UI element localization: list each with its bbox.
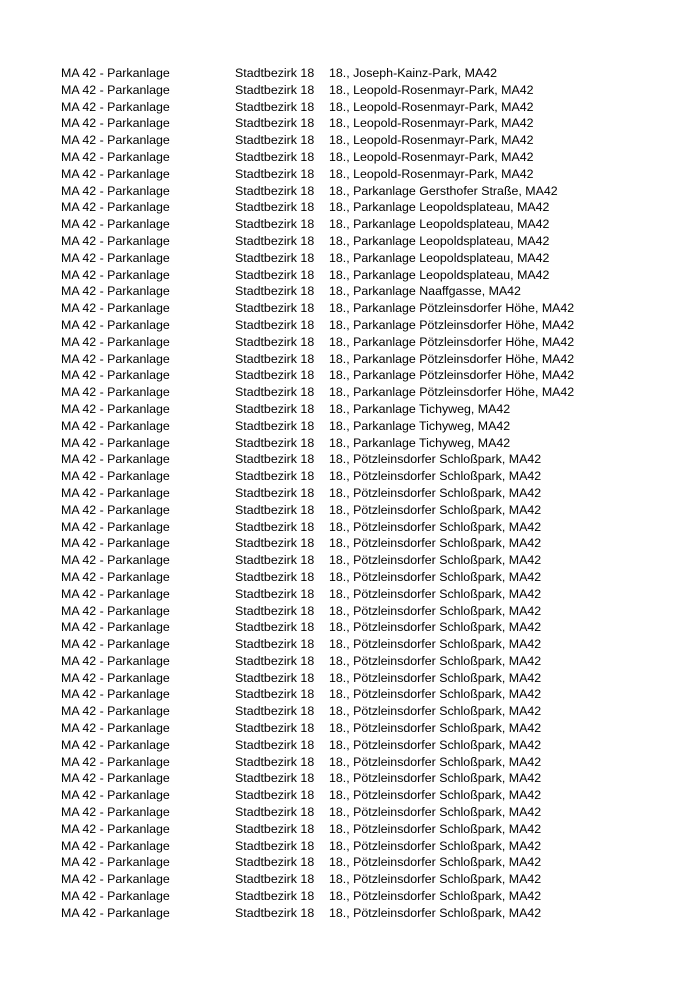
district-cell: Stadtbezirk 18 (235, 637, 315, 652)
department-cell: MA 42 - Parkanlage (61, 838, 170, 853)
department-cell: MA 42 - Parkanlage (61, 771, 170, 786)
department-cell: MA 42 - Parkanlage (61, 905, 170, 920)
district-cell: Stadtbezirk 18 (235, 670, 315, 685)
department-cell: MA 42 - Parkanlage (61, 401, 170, 416)
location-cell: 18., Pötzleinsdorfer Schloßpark, MA42 (329, 737, 542, 752)
district-cell: Stadtbezirk 18 (235, 452, 315, 467)
district-cell: Stadtbezirk 18 (235, 99, 315, 114)
location-cell: 18., Pötzleinsdorfer Schloßpark, MA42 (329, 754, 542, 769)
location-cell: 18., Parkanlage Tichyweg, MA42 (329, 401, 511, 416)
location-cell: 18., Pötzleinsdorfer Schloßpark, MA42 (329, 821, 542, 836)
district-cell: Stadtbezirk 18 (235, 620, 315, 635)
department-cell: MA 42 - Parkanlage (61, 317, 170, 332)
district-cell: Stadtbezirk 18 (235, 721, 315, 736)
department-cell: MA 42 - Parkanlage (61, 469, 170, 484)
department-cell: MA 42 - Parkanlage (61, 536, 170, 551)
district-cell: Stadtbezirk 18 (235, 233, 315, 248)
district-cell: Stadtbezirk 18 (235, 788, 315, 803)
department-cell: MA 42 - Parkanlage (61, 233, 170, 248)
location-cell: 18., Pötzleinsdorfer Schloßpark, MA42 (329, 670, 542, 685)
department-cell: MA 42 - Parkanlage (61, 183, 170, 198)
district-cell: Stadtbezirk 18 (235, 200, 315, 215)
location-cell: 18., Pötzleinsdorfer Schloßpark, MA42 (329, 569, 542, 584)
location-cell: 18., Pötzleinsdorfer Schloßpark, MA42 (329, 620, 542, 635)
department-cell: MA 42 - Parkanlage (61, 586, 170, 601)
department-cell: MA 42 - Parkanlage (61, 754, 170, 769)
location-cell: 18., Parkanlage Tichyweg, MA42 (329, 435, 511, 450)
department-cell: MA 42 - Parkanlage (61, 737, 170, 752)
district-cell: Stadtbezirk 18 (235, 485, 315, 500)
department-cell: MA 42 - Parkanlage (61, 687, 170, 702)
department-cell: MA 42 - Parkanlage (61, 301, 170, 316)
location-cell: 18., Pötzleinsdorfer Schloßpark, MA42 (329, 905, 542, 920)
district-cell: Stadtbezirk 18 (235, 805, 315, 820)
department-cell: MA 42 - Parkanlage (61, 788, 170, 803)
location-cell: 18., Parkanlage Pötzleinsdorfer Höhe, MA42 (329, 317, 575, 332)
district-cell: Stadtbezirk 18 (235, 704, 315, 719)
district-cell: Stadtbezirk 18 (235, 653, 315, 668)
district-cell: Stadtbezirk 18 (235, 149, 315, 164)
department-cell: MA 42 - Parkanlage (61, 889, 170, 904)
district-cell: Stadtbezirk 18 (235, 469, 315, 484)
location-cell: 18., Parkanlage Gersthofer Straße, MA42 (329, 183, 558, 198)
location-cell: 18., Parkanlage Naaffgasse, MA42 (329, 284, 521, 299)
district-cell: Stadtbezirk 18 (235, 435, 315, 450)
department-cell: MA 42 - Parkanlage (61, 872, 170, 887)
location-cell: 18., Pötzleinsdorfer Schloßpark, MA42 (329, 603, 542, 618)
district-cell: Stadtbezirk 18 (235, 569, 315, 584)
department-cell: MA 42 - Parkanlage (61, 519, 170, 534)
location-cell: 18., Pötzleinsdorfer Schloßpark, MA42 (329, 586, 542, 601)
district-cell: Stadtbezirk 18 (235, 553, 315, 568)
location-cell: 18., Pötzleinsdorfer Schloßpark, MA42 (329, 855, 542, 870)
location-cell: 18., Parkanlage Leopoldsplateau, MA42 (329, 217, 550, 232)
department-cell: MA 42 - Parkanlage (61, 99, 170, 114)
location-cell: 18., Pötzleinsdorfer Schloßpark, MA42 (329, 872, 542, 887)
department-cell: MA 42 - Parkanlage (61, 855, 170, 870)
location-cell: 18., Pötzleinsdorfer Schloßpark, MA42 (329, 485, 542, 500)
district-cell: Stadtbezirk 18 (235, 133, 315, 148)
department-cell: MA 42 - Parkanlage (61, 149, 170, 164)
location-cell: 18., Pötzleinsdorfer Schloßpark, MA42 (329, 637, 542, 652)
district-cell: Stadtbezirk 18 (235, 66, 315, 80)
district-cell: Stadtbezirk 18 (235, 905, 315, 920)
location-cell: 18., Pötzleinsdorfer Schloßpark, MA42 (329, 553, 542, 568)
department-cell: MA 42 - Parkanlage (61, 721, 170, 736)
district-cell: Stadtbezirk 18 (235, 821, 315, 836)
department-cell: MA 42 - Parkanlage (61, 217, 170, 232)
district-cell: Stadtbezirk 18 (235, 250, 315, 265)
location-cell: 18., Leopold-Rosenmayr-Park, MA42 (329, 116, 534, 131)
district-cell: Stadtbezirk 18 (235, 872, 315, 887)
district-cell: Stadtbezirk 18 (235, 586, 315, 601)
district-cell: Stadtbezirk 18 (235, 301, 315, 316)
department-cell: MA 42 - Parkanlage (61, 805, 170, 820)
department-cell: MA 42 - Parkanlage (61, 284, 170, 299)
location-cell: 18., Pötzleinsdorfer Schloßpark, MA42 (329, 452, 542, 467)
location-cell: 18., Parkanlage Pötzleinsdorfer Höhe, MA42 (329, 351, 575, 366)
location-cell: 18., Parkanlage Leopoldsplateau, MA42 (329, 233, 550, 248)
department-cell: MA 42 - Parkanlage (61, 267, 170, 282)
district-cell: Stadtbezirk 18 (235, 385, 315, 400)
district-cell: Stadtbezirk 18 (235, 401, 315, 416)
department-cell: MA 42 - Parkanlage (61, 704, 170, 719)
location-cell: 18., Pötzleinsdorfer Schloßpark, MA42 (329, 502, 542, 517)
district-cell: Stadtbezirk 18 (235, 754, 315, 769)
location-cell: 18., Pötzleinsdorfer Schloßpark, MA42 (329, 687, 542, 702)
district-cell: Stadtbezirk 18 (235, 166, 315, 181)
location-cell: 18., Parkanlage Pötzleinsdorfer Höhe, MA42 (329, 368, 575, 383)
department-cell: MA 42 - Parkanlage (61, 670, 170, 685)
district-cell: Stadtbezirk 18 (235, 116, 315, 131)
location-cell: 18., Pötzleinsdorfer Schloßpark, MA42 (329, 536, 542, 551)
department-cell: MA 42 - Parkanlage (61, 418, 170, 433)
location-cell: 18., Leopold-Rosenmayr-Park, MA42 (329, 149, 534, 164)
location-cell: 18., Pötzleinsdorfer Schloßpark, MA42 (329, 805, 542, 820)
location-cell: 18., Parkanlage Pötzleinsdorfer Höhe, MA42 (329, 385, 575, 400)
department-cell: MA 42 - Parkanlage (61, 620, 170, 635)
department-cell: MA 42 - Parkanlage (61, 116, 170, 131)
district-cell: Stadtbezirk 18 (235, 217, 315, 232)
location-cell: 18., Pötzleinsdorfer Schloßpark, MA42 (329, 721, 542, 736)
location-cell: 18., Pötzleinsdorfer Schloßpark, MA42 (329, 771, 542, 786)
location-cell: 18., Parkanlage Leopoldsplateau, MA42 (329, 250, 550, 265)
district-cell: Stadtbezirk 18 (235, 334, 315, 349)
location-cell: 18., Leopold-Rosenmayr-Park, MA42 (329, 99, 534, 114)
district-cell: Stadtbezirk 18 (235, 855, 315, 870)
location-cell: 18., Pötzleinsdorfer Schloßpark, MA42 (329, 519, 542, 534)
district-cell: Stadtbezirk 18 (235, 82, 315, 97)
location-cell: 18., Pötzleinsdorfer Schloßpark, MA42 (329, 788, 542, 803)
department-cell: MA 42 - Parkanlage (61, 553, 170, 568)
department-cell: MA 42 - Parkanlage (61, 368, 170, 383)
district-cell: Stadtbezirk 18 (235, 536, 315, 551)
district-cell: Stadtbezirk 18 (235, 519, 315, 534)
location-cell: 18., Pötzleinsdorfer Schloßpark, MA42 (329, 704, 542, 719)
department-cell: MA 42 - Parkanlage (61, 166, 170, 181)
department-cell: MA 42 - Parkanlage (61, 435, 170, 450)
location-cell: 18., Pötzleinsdorfer Schloßpark, MA42 (329, 889, 542, 904)
department-cell: MA 42 - Parkanlage (61, 385, 170, 400)
location-cell: 18., Pötzleinsdorfer Schloßpark, MA42 (329, 838, 542, 853)
district-cell: Stadtbezirk 18 (235, 267, 315, 282)
department-cell: MA 42 - Parkanlage (61, 334, 170, 349)
department-cell: MA 42 - Parkanlage (61, 351, 170, 366)
department-cell: MA 42 - Parkanlage (61, 569, 170, 584)
department-cell: MA 42 - Parkanlage (61, 250, 170, 265)
department-cell: MA 42 - Parkanlage (61, 485, 170, 500)
location-cell: 18., Parkanlage Leopoldsplateau, MA42 (329, 200, 550, 215)
district-cell: Stadtbezirk 18 (235, 317, 315, 332)
location-cell: 18., Pötzleinsdorfer Schloßpark, MA42 (329, 653, 542, 668)
department-cell: MA 42 - Parkanlage (61, 637, 170, 652)
location-cell: 18., Parkanlage Pötzleinsdorfer Höhe, MA42 (329, 334, 575, 349)
department-cell: MA 42 - Parkanlage (61, 653, 170, 668)
district-cell: Stadtbezirk 18 (235, 183, 315, 198)
district-cell: Stadtbezirk 18 (235, 351, 315, 366)
location-cell: 18., Parkanlage Leopoldsplateau, MA42 (329, 267, 550, 282)
location-cell: 18., Joseph-Kainz-Park, MA42 (329, 66, 498, 80)
district-cell: Stadtbezirk 18 (235, 737, 315, 752)
department-cell: MA 42 - Parkanlage (61, 821, 170, 836)
department-cell: MA 42 - Parkanlage (61, 82, 170, 97)
department-cell: MA 42 - Parkanlage (61, 133, 170, 148)
district-cell: Stadtbezirk 18 (235, 368, 315, 383)
department-cell: MA 42 - Parkanlage (61, 452, 170, 467)
department-cell: MA 42 - Parkanlage (61, 603, 170, 618)
district-cell: Stadtbezirk 18 (235, 418, 315, 433)
location-cell: 18., Parkanlage Pötzleinsdorfer Höhe, MA42 (329, 301, 575, 316)
location-cell: 18., Parkanlage Tichyweg, MA42 (329, 418, 511, 433)
location-cell: 18., Pötzleinsdorfer Schloßpark, MA42 (329, 469, 542, 484)
district-cell: Stadtbezirk 18 (235, 502, 315, 517)
district-cell: Stadtbezirk 18 (235, 771, 315, 786)
department-cell: MA 42 - Parkanlage (61, 66, 170, 80)
location-cell: 18., Leopold-Rosenmayr-Park, MA42 (329, 133, 534, 148)
district-cell: Stadtbezirk 18 (235, 603, 315, 618)
district-cell: Stadtbezirk 18 (235, 284, 315, 299)
district-cell: Stadtbezirk 18 (235, 889, 315, 904)
location-cell: 18., Leopold-Rosenmayr-Park, MA42 (329, 82, 534, 97)
department-cell: MA 42 - Parkanlage (61, 502, 170, 517)
district-cell: Stadtbezirk 18 (235, 687, 315, 702)
department-cell: MA 42 - Parkanlage (61, 200, 170, 215)
location-cell: 18., Leopold-Rosenmayr-Park, MA42 (329, 166, 534, 181)
district-cell: Stadtbezirk 18 (235, 838, 315, 853)
